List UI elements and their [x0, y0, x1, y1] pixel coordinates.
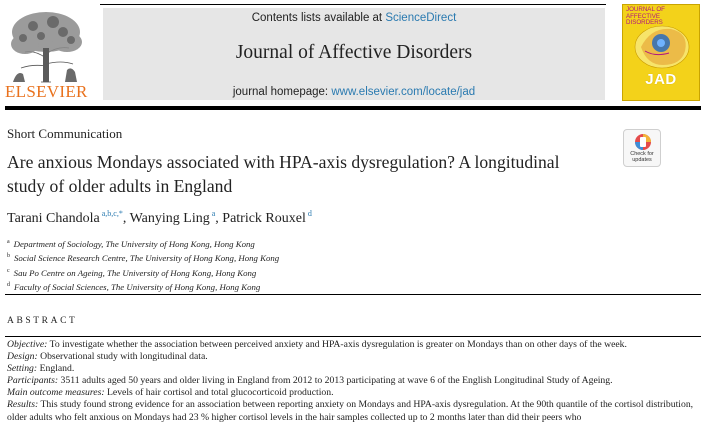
abstract-text: Levels of hair cortisol and total glucocorticoid production.: [104, 387, 334, 399]
abstract-paragraph: [7, 375, 703, 387]
sciencedirect-link[interactable]: ScienceDirect: [385, 12, 457, 24]
check-for-updates-label: [624, 151, 660, 163]
abstract-label: Objective:: [7, 339, 48, 350]
homepage-line: [103, 86, 605, 98]
affiliation-mark: b: [7, 253, 10, 260]
crossmark-icon: [633, 133, 653, 151]
brain-illustration-icon: [631, 21, 693, 71]
check-for-updates-button[interactable]: [623, 129, 661, 167]
affiliation-text: Sau Po Centre on Ageing, The University of Hong Kong, Hong Kong: [13, 267, 257, 278]
author-name[interactable]: Patrick Rouxel: [222, 211, 306, 226]
abstract-label: Main outcome measures:: [7, 387, 105, 399]
abstract-text: To investigate whether the association between perceived anxiety and HPA-axis dysregulation is greater on Mondays than on other days of the week.: [47, 339, 627, 350]
author-list: [7, 209, 312, 227]
journal-header-box: [103, 8, 605, 100]
abstract-paragraph: [7, 351, 703, 363]
header-thick-rule: [5, 106, 701, 110]
homepage-prefix: journal homepage:: [232, 86, 332, 98]
abstract-label: Results:: [7, 399, 39, 411]
affiliation-list: [7, 236, 279, 294]
publisher-name: ELSEVIER: [5, 82, 88, 101]
abstract-text: England.: [37, 363, 75, 375]
affiliation-mark: c: [7, 267, 10, 274]
author-name[interactable]: Wanying Ling: [129, 211, 210, 226]
abstract-text: Observational study with longitudinal data.: [37, 351, 208, 363]
affiliation-item: [7, 250, 279, 264]
contents-prefix: Contents lists available at: [251, 12, 386, 24]
affiliation-mark: d: [7, 282, 10, 289]
abstract-paragraph: [7, 387, 703, 399]
header-top-rule: [100, 4, 606, 5]
author-affiliation-marks[interactable]: a: [211, 209, 216, 218]
abstract-label: Participants:: [7, 375, 59, 387]
cover-abbrev: JAD: [645, 71, 677, 88]
affiliation-text: Social Science Research Centre, The University of Hong Kong, Hong Kong: [14, 253, 280, 264]
abstract-text: 3511 adults aged 50 years and older living in England from 2012 to 2013 participating at wave 6 of the English Longitudinal Study of Ageing.: [58, 375, 613, 387]
abstract-label: Setting:: [7, 363, 38, 375]
contents-line: [103, 12, 605, 24]
cover-title: JOURNAL OF AFFECTIVE DISORDERS: [626, 6, 665, 27]
article-title: Are anxious Mondays associated with HPA-axis dysregulation? A longitudinal study of older adults in England: [7, 152, 560, 196]
affiliation-text: Department of Sociology, The University of Hong Kong, Hong Kong: [13, 239, 255, 249]
section-rule: [5, 336, 701, 337]
abstract-text: This study found strong evidence for an association between reporting anxiety on Mondays and HPA-axis dysregulation. At the 90th quantile of the cortisol distribution, older adults who felt anxious on Mondays had 23 % higher cortisol levels in the hair samples collected up to 2 months later than did their peers who: [7, 399, 694, 423]
author-affiliation-marks[interactable]: a,b,c,*: [101, 209, 123, 218]
abstract-paragraph: [7, 363, 703, 375]
check-label-line1: Check for: [630, 151, 654, 157]
abstract-body: [7, 339, 703, 424]
journal-homepage-link[interactable]: www.elsevier.com/locate/jad: [331, 86, 476, 98]
affiliation-mark: a: [7, 239, 10, 245]
journal-cover-image[interactable]: [622, 4, 700, 101]
affiliation-text: Faculty of Social Sciences, The University of Hong Kong, Hong Kong: [14, 282, 261, 293]
section-rule: [5, 294, 701, 295]
abstract-label: Design:: [7, 351, 38, 363]
abstract-paragraph: [7, 339, 703, 351]
article-type: Short Communication: [7, 126, 123, 141]
author-name[interactable]: Tarani Chandola: [7, 211, 100, 226]
author-separator: ,: [215, 211, 223, 226]
check-label-line2: updates: [632, 157, 652, 163]
author-affiliation-marks[interactable]: d: [307, 209, 312, 218]
journal-title: Journal of Affective Disorders: [235, 42, 473, 63]
author-separator: ,: [122, 211, 130, 226]
affiliation-item: [7, 265, 279, 279]
affiliation-item: [7, 236, 279, 250]
abstract-heading: ABSTRACT: [7, 316, 78, 326]
affiliation-item: [7, 279, 279, 293]
abstract-paragraph: [7, 399, 703, 423]
